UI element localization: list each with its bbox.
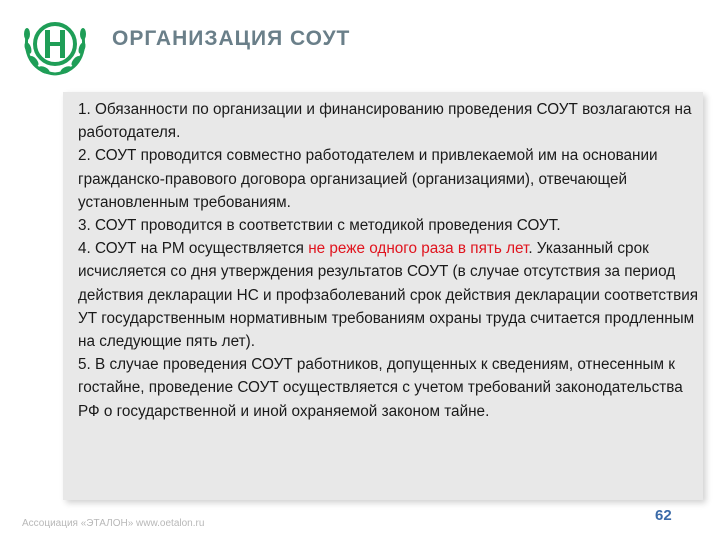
footer-text: Ассоциация «ЭТАЛОН» www.oetalon.ru xyxy=(22,518,205,529)
paragraph-4-end: . Указанный срок исчисляется со дня утверждения результатов СОУТ (в случае отсутствия за период действия декларации НС и профзаболеваний срок действия декларации соответствия УТ государственным нормативным требованиям охраны труда считается продленным на следующие пять лет). xyxy=(78,240,699,351)
page-number: 62 xyxy=(655,507,672,524)
paragraph-5: 5. В случае проведения СОУТ работников, допущенных к сведениям, отнесенным к гостайне, проведение СОУТ осуществляется с учетом требований законодательства РФ о государственной и иной охраняемой законом тайне. xyxy=(78,356,683,420)
paragraph-2: 2. СОУТ проводится совместно работодателем и привлекаемой им на основании гражданско-правового договора организацией (организациями), отвечающей установленным требованиям. xyxy=(78,147,658,211)
paragraph-3: 3. СОУТ проводится в соответствии с методикой проведения СОУТ. xyxy=(78,217,561,235)
wreath-logo-icon xyxy=(18,8,92,82)
content-body xyxy=(78,98,706,423)
paragraph-4-start: 4. СОУТ на РМ осуществляется xyxy=(78,240,309,258)
paragraph-4 xyxy=(78,237,706,353)
highlight-text: не реже одного раза в пять лет xyxy=(308,240,529,258)
paragraph-1: 1. Обязанности по организации и финансированию проведения СОУТ возлагаются на работодателя. xyxy=(78,101,692,142)
page-title: ОРГАНИЗАЦИЯ СОУТ xyxy=(112,27,351,50)
